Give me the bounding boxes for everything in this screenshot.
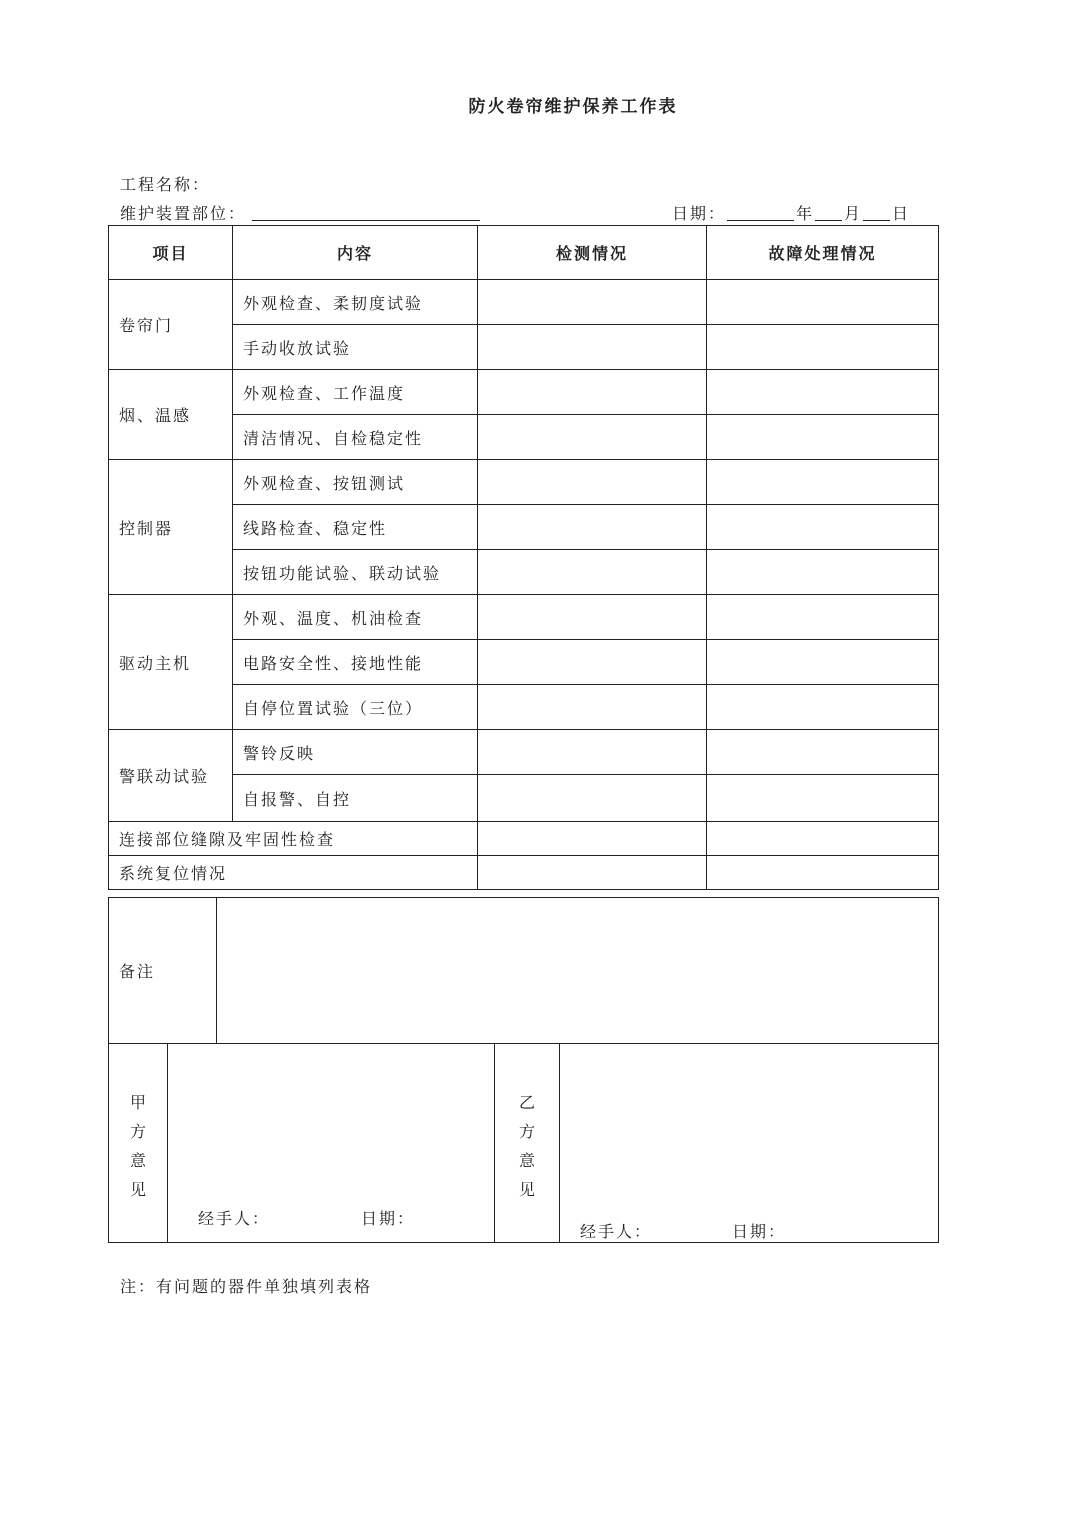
inspection-cell[interactable] [478, 595, 707, 640]
month-label: 月 [844, 204, 863, 223]
form-title: 防火卷帘维护保养工作表 [468, 97, 678, 117]
inspection-cell[interactable] [478, 280, 707, 325]
table-row [109, 822, 939, 856]
location-label: 维护装置部位： [120, 204, 247, 223]
content-cell: 电路安全性、接地性能 [233, 640, 478, 685]
table-row [109, 640, 939, 685]
table-row [109, 775, 939, 822]
inspection-cell[interactable] [478, 822, 707, 856]
content-cell: 自报警、自控 [233, 775, 478, 822]
party-b-label [495, 1044, 560, 1243]
party-a-char: 方 [129, 1122, 146, 1141]
inspection-cell[interactable] [478, 685, 707, 730]
inspection-cell[interactable] [478, 730, 707, 775]
fault-cell[interactable] [707, 415, 939, 460]
item-cell: 烟、温感 [109, 370, 233, 460]
item-cell: 控制器 [109, 460, 233, 595]
table-row [109, 325, 939, 370]
item-cell: 卷帘门 [109, 280, 233, 370]
content-cell: 外观、温度、机油检查 [233, 595, 478, 640]
party-b-handler-label: 经手人： [580, 1222, 653, 1241]
party-a-opinion-field[interactable] [168, 1044, 495, 1243]
fault-cell[interactable] [707, 822, 939, 856]
inspection-cell[interactable] [478, 325, 707, 370]
single-row-label: 系统复位情况 [109, 856, 478, 890]
remarks-label: 备注 [109, 898, 217, 1044]
table-row [109, 415, 939, 460]
party-a-char: 甲 [129, 1093, 146, 1112]
content-cell: 外观检查、按钮测试 [233, 460, 478, 505]
fault-cell[interactable] [707, 730, 939, 775]
signature-table [108, 1043, 939, 1243]
header-fault-handling: 故障处理情况 [707, 226, 939, 280]
party-b-char: 乙 [518, 1093, 535, 1112]
header-content: 内容 [233, 226, 478, 280]
fault-cell[interactable] [707, 325, 939, 370]
project-name-label: 工程名称： [120, 175, 211, 194]
day-label: 日 [892, 204, 911, 223]
remarks-field[interactable] [217, 898, 939, 1044]
table-row [109, 280, 939, 325]
fault-cell[interactable] [707, 280, 939, 325]
party-b-char: 意 [518, 1151, 535, 1170]
inspection-cell[interactable] [478, 415, 707, 460]
year-field[interactable] [727, 220, 794, 221]
content-cell: 外观检查、柔韧度试验 [233, 280, 478, 325]
header-item: 项目 [109, 226, 233, 280]
fault-cell[interactable] [707, 775, 939, 822]
party-b-char: 见 [518, 1180, 535, 1199]
fault-cell[interactable] [707, 460, 939, 505]
table-header-row [109, 226, 939, 280]
footnote: 注：有问题的器件单独填列表格 [120, 1277, 373, 1296]
inspection-cell[interactable] [478, 460, 707, 505]
table-row [109, 595, 939, 640]
inspection-cell[interactable] [478, 550, 707, 595]
content-cell: 警铃反映 [233, 730, 478, 775]
fault-cell[interactable] [707, 856, 939, 890]
inspection-cell[interactable] [478, 505, 707, 550]
table-row [109, 550, 939, 595]
content-cell: 线路检查、稳定性 [233, 505, 478, 550]
year-label: 年 [796, 204, 815, 223]
inspection-cell[interactable] [478, 640, 707, 685]
item-cell: 驱动主机 [109, 595, 233, 730]
fault-cell[interactable] [707, 685, 939, 730]
month-field[interactable] [815, 220, 842, 221]
maintenance-table [108, 225, 939, 890]
fault-cell[interactable] [707, 505, 939, 550]
party-a-handler-label: 经手人： [198, 1209, 271, 1228]
day-field[interactable] [863, 220, 890, 221]
content-cell: 外观检查、工作温度 [233, 370, 478, 415]
table-row [109, 505, 939, 550]
item-cell: 警联动试验 [109, 730, 233, 822]
content-cell: 按钮功能试验、联动试验 [233, 550, 478, 595]
header-inspection: 检测情况 [478, 226, 707, 280]
single-row-label: 连接部位缝隙及牢固性检查 [109, 822, 478, 856]
party-b-date-label: 日期： [732, 1222, 787, 1241]
party-b-char: 方 [518, 1122, 535, 1141]
content-cell: 自停位置试验（三位） [233, 685, 478, 730]
content-cell: 手动收放试验 [233, 325, 478, 370]
fault-cell[interactable] [707, 550, 939, 595]
fault-cell[interactable] [707, 640, 939, 685]
table-row [109, 370, 939, 415]
party-a-date-label: 日期： [361, 1209, 416, 1228]
party-a-label [109, 1044, 168, 1243]
remarks-table [108, 897, 939, 1044]
table-row [109, 685, 939, 730]
date-label: 日期： [672, 204, 727, 223]
table-row [109, 730, 939, 775]
inspection-cell[interactable] [478, 775, 707, 822]
party-a-char: 意 [129, 1151, 146, 1170]
table-row [109, 856, 939, 890]
inspection-cell[interactable] [478, 856, 707, 890]
party-a-char: 见 [129, 1180, 146, 1199]
party-b-opinion-field[interactable] [560, 1044, 939, 1243]
inspection-cell[interactable] [478, 370, 707, 415]
content-cell: 清洁情况、自检稳定性 [233, 415, 478, 460]
location-field[interactable] [252, 220, 480, 221]
fault-cell[interactable] [707, 595, 939, 640]
table-row [109, 460, 939, 505]
fault-cell[interactable] [707, 370, 939, 415]
